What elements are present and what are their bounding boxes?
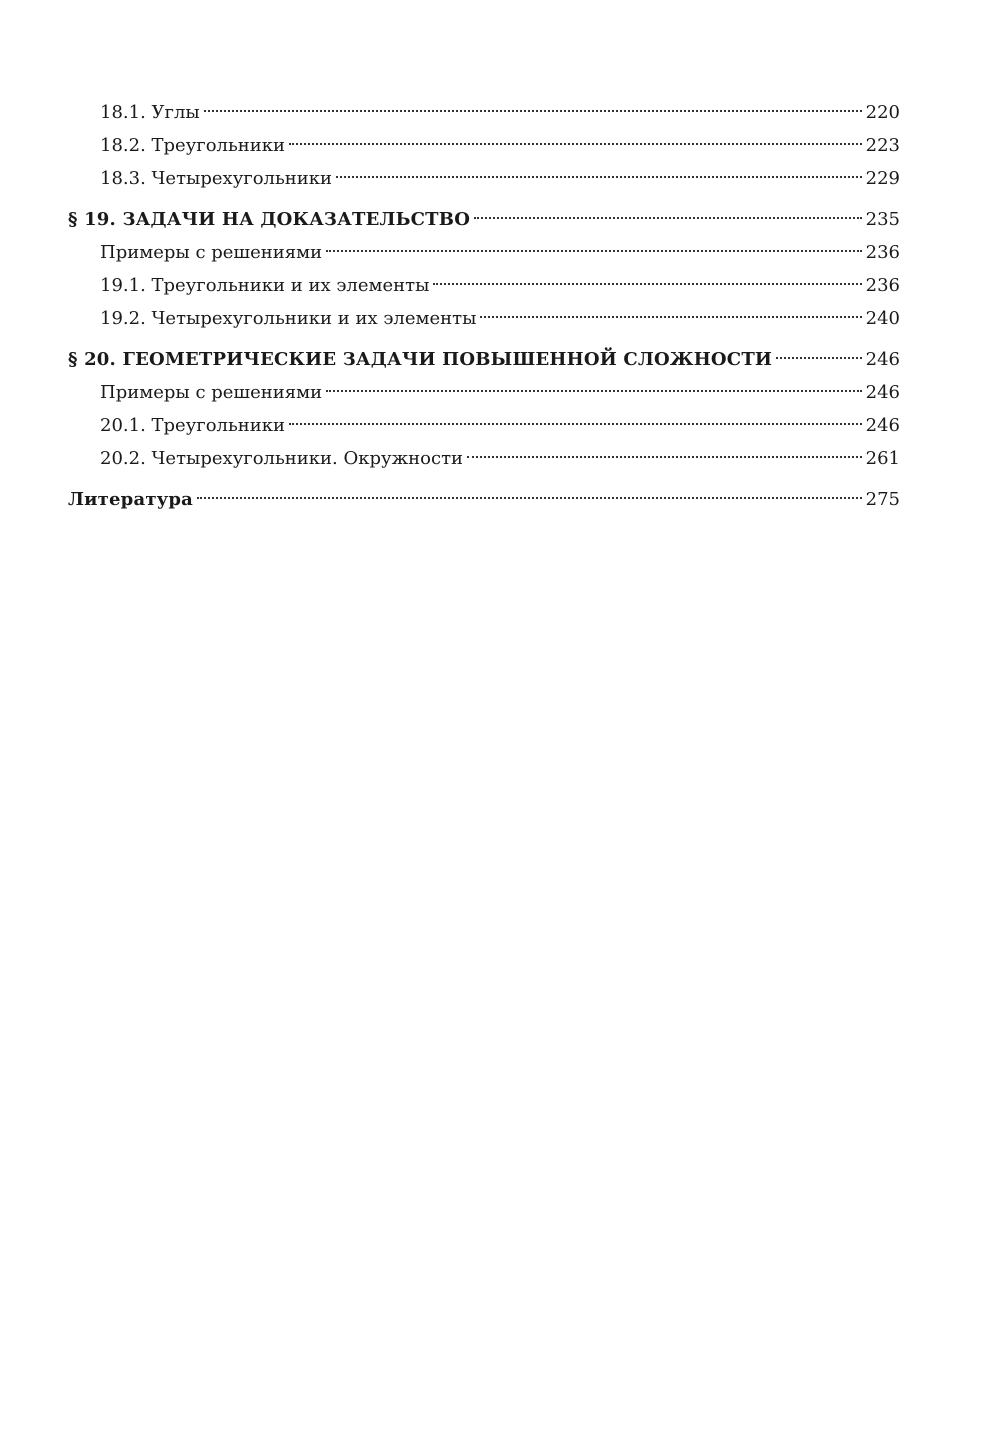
dot-leader [197,497,862,499]
toc-entry-title: 18.2. Треугольники [100,135,286,156]
dot-leader [467,456,862,458]
toc-entry-page: 235 [865,209,900,230]
dot-leader [336,176,862,178]
toc-section-title: Литература [68,489,194,510]
toc-entry-title: Примеры с решениями [100,382,323,403]
toc-entry-title: 18.3. Четырехугольники [100,168,333,189]
toc-entry-title: 19.1. Треугольники и их элементы [100,275,430,296]
dot-leader [480,316,861,318]
dot-leader [289,143,862,145]
dot-leader [204,110,862,112]
dot-leader [474,217,862,219]
toc-section-19[interactable] [68,203,900,236]
toc-entry-page: 246 [865,382,900,403]
toc-entry-title: 19.2. Четырехугольники и их элементы [100,308,477,329]
toc-entry-page: 246 [865,415,900,436]
toc-entry-page: 220 [865,102,900,123]
dot-leader [433,283,861,285]
toc-entry-examples-20[interactable] [68,376,900,409]
toc-entry-page: 275 [865,489,900,510]
dot-leader [289,423,862,425]
toc-entry-title: 20.1. Треугольники [100,415,286,436]
toc-entry-examples-19[interactable] [68,236,900,269]
toc-entry-20-2[interactable] [68,442,900,475]
toc-entry-18-3[interactable] [68,162,900,195]
toc-entry-title: Примеры с решениями [100,242,323,263]
toc-entry-title: 20.2. Четырехугольники. Окружности [100,448,464,469]
toc-entry-page: 246 [865,349,900,370]
dot-leader [326,250,861,252]
toc-entry-page: 236 [865,275,900,296]
toc-entry-18-1[interactable] [68,96,900,129]
toc-section-20[interactable] [68,343,900,376]
toc-entry-20-1[interactable] [68,409,900,442]
toc-entry-page: 240 [865,308,900,329]
toc-entry-19-2[interactable] [68,302,900,335]
toc-entry-page: 223 [865,135,900,156]
toc-entry-page: 229 [865,168,900,189]
dot-leader [776,357,862,359]
toc-entry-18-2[interactable] [68,129,900,162]
toc-entry-19-1[interactable] [68,269,900,302]
table-of-contents [68,96,900,516]
toc-entry-title: 18.1. Углы [100,102,200,123]
toc-entry-page: 261 [865,448,900,469]
dot-leader [326,390,861,392]
toc-section-title: § 19. ЗАДАЧИ НА ДОКАЗАТЕЛЬСТВО [68,209,471,230]
toc-entry-literature[interactable] [68,483,900,516]
toc-entry-page: 236 [865,242,900,263]
toc-section-title: § 20. ГЕОМЕТРИЧЕСКИЕ ЗАДАЧИ ПОВЫШЕННОЙ СЛОЖНОСТИ [68,349,773,370]
